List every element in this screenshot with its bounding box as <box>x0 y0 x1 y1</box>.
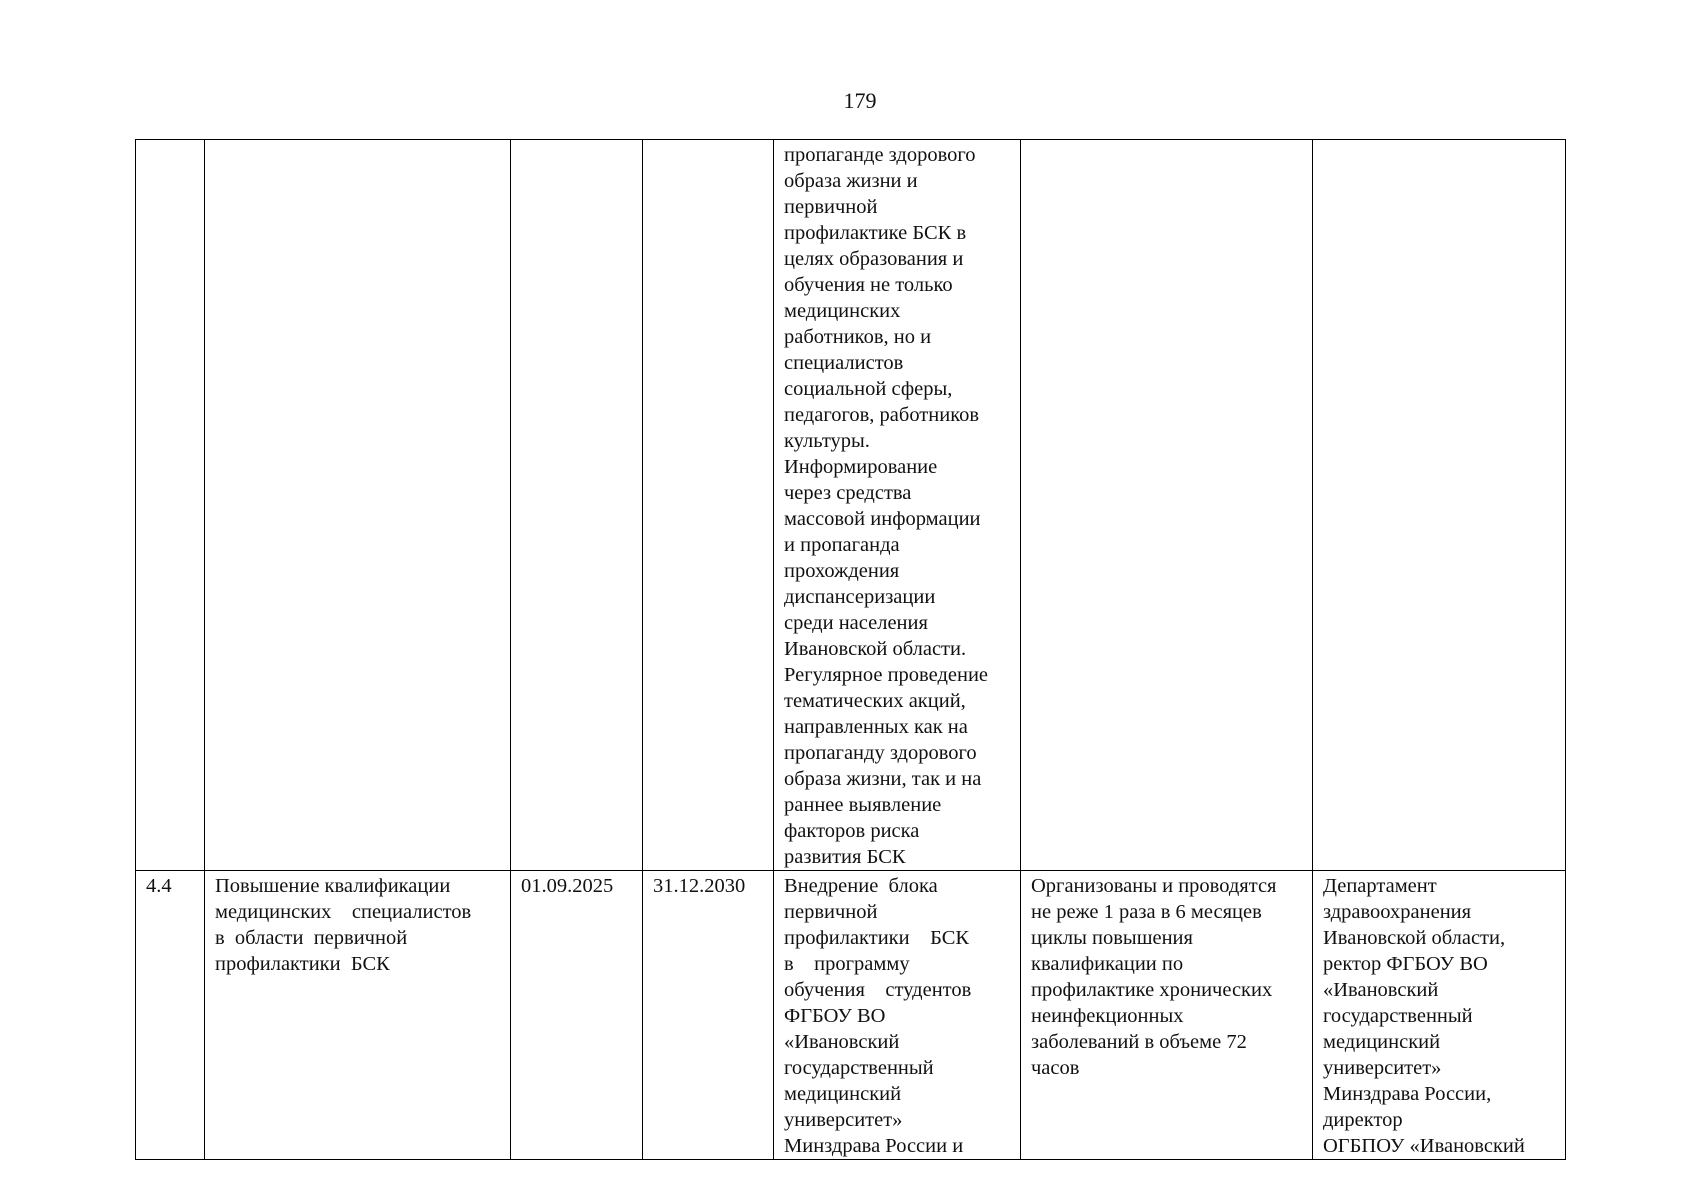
cell-start-date: 01.09.2025 <box>511 871 643 1160</box>
cell-measure-title <box>205 871 511 1160</box>
text-line: здравоохранения <box>1323 901 1472 923</box>
text-line: медицинских специалистов <box>215 901 472 923</box>
cell-activity <box>774 871 1021 1160</box>
text-line: ректор ФГБОУ ВО <box>1323 953 1488 975</box>
text-line: специалистов <box>784 352 904 374</box>
page-number: 179 <box>843 88 877 113</box>
cell-number: 4.4 <box>136 871 205 1160</box>
table-row <box>136 140 1566 871</box>
text-line: направленных как на <box>784 716 968 738</box>
text-line: заболеваний в объеме 72 <box>1031 1031 1247 1053</box>
text-line: пропаганду здорового <box>784 742 977 764</box>
text-line: неинфекционных <box>1031 1005 1184 1027</box>
text-line: циклы повышения <box>1031 927 1193 949</box>
text-line: директор <box>1323 1109 1403 1131</box>
text-line: работников, но и <box>784 326 932 348</box>
text-line: профилактики БСК <box>784 927 970 949</box>
text-line: диспансеризации <box>784 586 936 608</box>
text-line: тематических акций, <box>784 690 966 712</box>
text-line: Информирование <box>784 456 938 478</box>
text-line: профилактике БСК в <box>784 222 967 244</box>
text-line: раннее выявление <box>784 794 942 816</box>
text-line: Регулярное проведение <box>784 664 989 686</box>
text-line: развития БСК <box>784 846 906 868</box>
text-line: государственный <box>1323 1005 1473 1027</box>
text-line: и пропаганда <box>784 534 900 556</box>
text-line: первичной <box>784 196 878 218</box>
text-line: прохождения <box>784 560 900 582</box>
text-line: социальной сферы, <box>784 378 953 400</box>
cell-responsible <box>1313 140 1566 871</box>
text-line: часов <box>1031 1057 1080 1079</box>
text-line: ОГБПОУ «Ивановский <box>1323 1135 1525 1157</box>
text-line: Внедрение блока <box>784 875 938 897</box>
cell-responsible <box>1313 871 1566 1160</box>
text-line: ФГБОУ ВО <box>784 1005 886 1027</box>
text-line: пропаганде здорового <box>784 144 976 166</box>
text-line: Минздрава России и <box>784 1135 964 1157</box>
cell-start-date <box>511 140 643 871</box>
text-line: через средства <box>784 482 912 504</box>
text-line: университет» <box>1323 1057 1442 1079</box>
table-row <box>136 871 1566 1160</box>
text-line: Минздрава России, <box>1323 1083 1492 1105</box>
text-line: факторов риска <box>784 820 920 842</box>
text-line: не реже 1 раза в 6 месяцев <box>1031 901 1262 923</box>
cell-expected-result <box>1021 871 1313 1160</box>
text-line: квалификации по <box>1031 953 1184 975</box>
cell-end-date <box>643 140 774 871</box>
text-line: образа жизни, так и на <box>784 768 982 790</box>
text-line: обучения не только <box>784 274 953 296</box>
text-line: обучения студентов <box>784 979 972 1001</box>
text-line: целях образования и <box>784 248 964 270</box>
text-line: медицинский <box>784 1083 902 1105</box>
text-line: культуры. <box>784 430 870 452</box>
text-line: профилактике хронических <box>1031 979 1273 1001</box>
text-line: университет» <box>784 1109 903 1131</box>
cell-number <box>136 140 205 871</box>
text-line: медицинский <box>1323 1031 1441 1053</box>
text-line: педагогов, работников <box>784 404 980 426</box>
cell-activity <box>774 140 1021 871</box>
text-line: «Ивановский <box>784 1031 900 1053</box>
text-line: медицинских <box>784 300 901 322</box>
text-line: образа жизни и <box>784 170 918 192</box>
text-line: Ивановской области. <box>784 638 967 660</box>
measures-table <box>135 139 1566 1160</box>
text-line: «Ивановский <box>1323 979 1439 1001</box>
text-line: государственный <box>784 1057 934 1079</box>
text-line: в области первичной <box>215 927 408 949</box>
text-line: в программу <box>784 953 910 975</box>
cell-expected-result <box>1021 140 1313 871</box>
text-line: Департамент <box>1323 875 1437 897</box>
text-line: Повышение квалификации <box>215 875 451 897</box>
cell-measure-title <box>205 140 511 871</box>
cell-end-date: 31.12.2030 <box>643 871 774 1160</box>
text-line: первичной <box>784 901 878 923</box>
text-line: профилактики БСК <box>215 953 390 975</box>
text-line: Организованы и проводятся <box>1031 875 1277 897</box>
text-line: массовой информации <box>784 508 981 530</box>
text-line: Ивановской области, <box>1323 927 1506 949</box>
text-line: среди населения <box>784 612 928 634</box>
